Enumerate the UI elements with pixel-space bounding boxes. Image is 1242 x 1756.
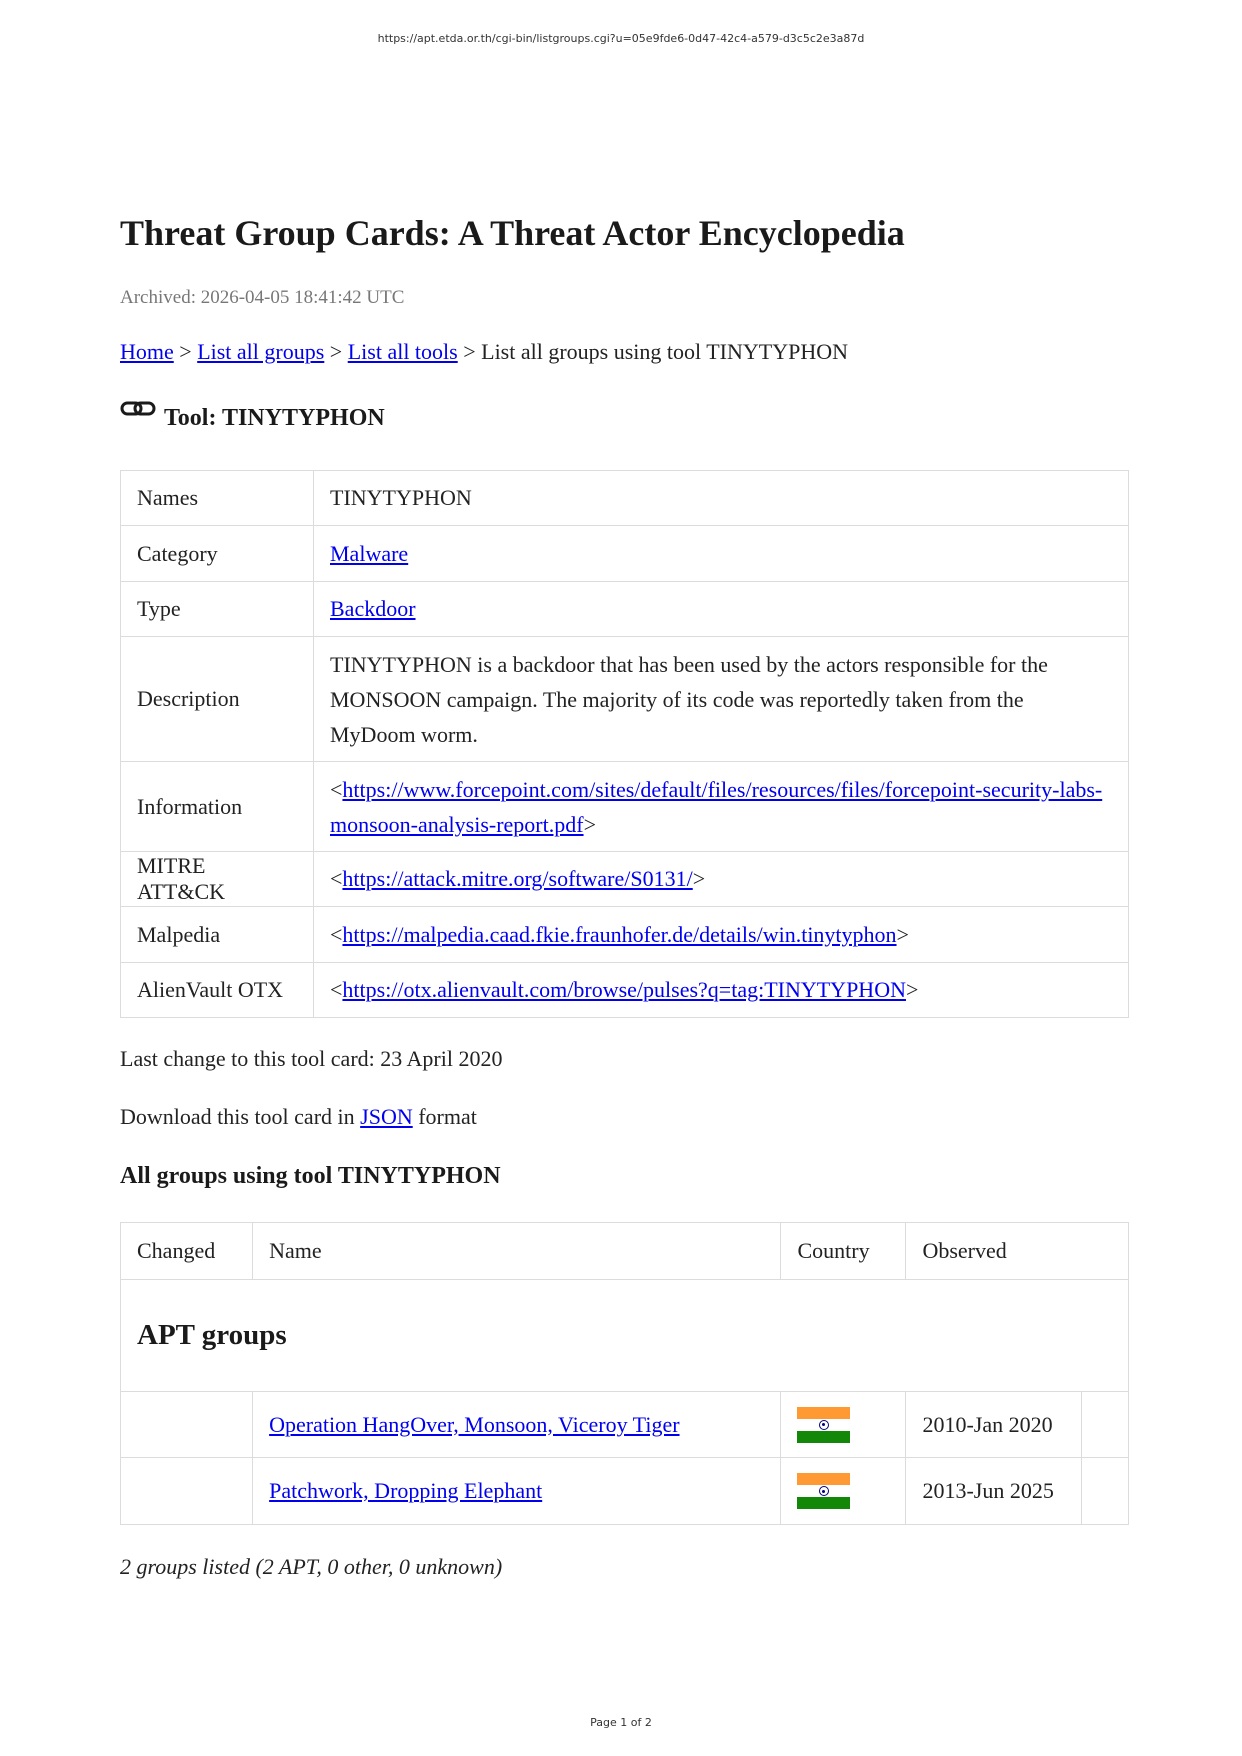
alienvault-otx-link[interactable]: https://otx.alienvault.com/browse/pulses?q=tag:TINYTYPHON [342, 977, 906, 1002]
angle-bracket-open: < [330, 921, 343, 947]
tool-row-description [121, 637, 1129, 762]
tool-description-value: TINYTYPHON is a backdoor that has been used by the actors responsible for the MONSOON campaign. The majority of its code was reportedly taken from the MyDoom worm. [314, 637, 1129, 762]
information-link-line1: https://www.forcepoint.com/sites/default/files/resources/files/forcepoint-security-labs- [342, 776, 1103, 802]
tool-mitre-cell [314, 852, 1129, 907]
link-chain-icon [120, 398, 156, 422]
angle-bracket-open: < [330, 977, 343, 1002]
groups-summary: 2 groups listed (2 APT, 0 other, 0 unknown) [120, 1554, 503, 1579]
category-malware-link[interactable]: Malware [330, 540, 409, 566]
tool-heading [120, 398, 385, 432]
page-number: Page 1 of 2 [590, 1716, 652, 1729]
tool-info-table [120, 470, 1129, 1018]
header-name: Name [253, 1223, 781, 1280]
group-link[interactable]: Patchwork, Dropping Elephant [269, 1478, 543, 1503]
download-line [120, 1104, 477, 1130]
section-apt-groups: APT groups [121, 1280, 1129, 1392]
information-link-line2: monsoon-analysis-report.pdf [330, 811, 584, 837]
row-label: Type [121, 582, 314, 637]
group-changed [121, 1392, 253, 1458]
tool-names-value: TINYTYPHON [314, 471, 1129, 526]
breadcrumb-all-groups-link[interactable]: List all groups [197, 339, 325, 364]
groups-header-row [121, 1223, 1129, 1280]
row-label: Malpedia [121, 907, 314, 963]
tool-row-mitre [121, 852, 1129, 907]
tool-row-category [121, 526, 1129, 582]
row-label: Information [121, 762, 314, 852]
tool-row-information [121, 762, 1129, 852]
type-backdoor-link[interactable]: Backdoor [330, 596, 416, 621]
angle-bracket-open: < [330, 866, 343, 891]
malpedia-link[interactable]: https://malpedia.caad.fkie.fraunhofer.de/details/win.tinytyphon [342, 921, 897, 947]
group-extra-cell [1082, 1458, 1129, 1525]
groups-section-row [121, 1280, 1129, 1392]
tool-information-cell [314, 762, 1129, 852]
tool-otx-cell [314, 963, 1129, 1018]
tool-row-type [121, 582, 1129, 637]
mitre-attack-link[interactable]: https://attack.mitre.org/software/S0131/ [342, 866, 693, 891]
angle-bracket-close: > [692, 866, 706, 891]
row-label: Category [121, 526, 314, 582]
group-name-cell [253, 1392, 781, 1458]
table-row [121, 1458, 1129, 1525]
last-change-text: Last change to this tool card: 23 April 2020 [120, 1046, 503, 1071]
download-json-link[interactable]: JSON [360, 1104, 413, 1129]
group-country-cell [781, 1458, 906, 1525]
group-link[interactable]: Operation HangOver, Monsoon, Viceroy Tiger [269, 1411, 680, 1437]
archived-timestamp: Archived: 2026-04-05 18:41:42 UTC [120, 287, 405, 308]
groups-table [120, 1222, 1129, 1525]
page-url-header: https://apt.etda.or.th/cgi-bin/listgroups.cgi?u=05e9fde6-0d47-42c4-a579-d3c5c2e3a87d [377, 32, 865, 45]
header-changed: Changed [121, 1223, 253, 1280]
breadcrumb-separator: > [324, 339, 348, 364]
group-name-cell [253, 1458, 781, 1525]
angle-bracket-close: > [583, 811, 596, 837]
download-prefix: Download this tool card in [120, 1104, 361, 1129]
tool-malpedia-cell [314, 907, 1129, 963]
row-label: Names [121, 471, 314, 526]
download-suffix: format [412, 1104, 477, 1129]
breadcrumb-all-tools-link[interactable]: List all tools [347, 339, 458, 364]
header-country: Country [781, 1223, 906, 1280]
angle-bracket-close: > [896, 921, 909, 947]
breadcrumb-current: > List all groups using tool TINYTYPHON [457, 339, 848, 364]
tool-heading-text: Tool: TINYTYPHON [164, 405, 385, 431]
header-observed: Observed [906, 1223, 1129, 1280]
information-report-link[interactable] [330, 777, 1102, 837]
angle-bracket-open: < [330, 776, 343, 802]
tool-row-malpedia [121, 907, 1129, 963]
row-label: Description [121, 637, 314, 762]
tool-row-names [121, 471, 1129, 526]
tool-type-cell [314, 582, 1129, 637]
page-title: Threat Group Cards: A Threat Actor Encyclopedia [120, 213, 905, 253]
group-changed [121, 1458, 253, 1525]
breadcrumb-separator: > [173, 339, 198, 364]
angle-bracket-close: > [905, 977, 919, 1002]
breadcrumb-home-link[interactable]: Home [120, 339, 174, 364]
table-row [121, 1392, 1129, 1458]
group-extra-cell [1082, 1392, 1129, 1458]
group-country-cell [781, 1392, 906, 1458]
row-label: AlienVault OTX [121, 963, 314, 1018]
breadcrumb [120, 339, 848, 365]
tool-category-cell [314, 526, 1129, 582]
groups-heading: All groups using tool TINYTYPHON [120, 1163, 501, 1189]
row-label: MITRE ATT&CK [121, 852, 314, 907]
india-flag-icon [797, 1407, 850, 1443]
group-observed: 2013-Jun 2025 [906, 1458, 1082, 1525]
tool-row-otx [121, 963, 1129, 1018]
india-flag-icon [797, 1473, 850, 1509]
group-observed: 2010-Jan 2020 [906, 1392, 1082, 1458]
